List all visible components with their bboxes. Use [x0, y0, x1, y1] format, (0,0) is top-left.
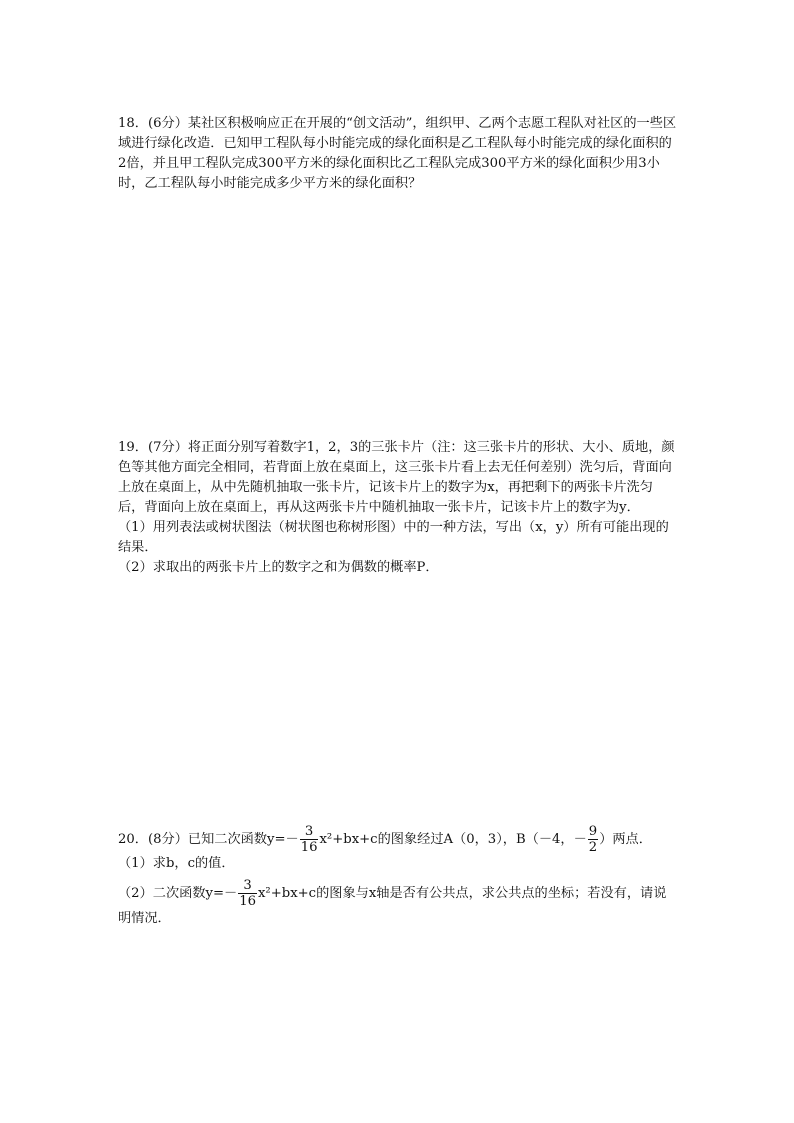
question-19-part-2: （2）求取出的两张卡片上的数字之和为偶数的概率P．	[118, 560, 439, 575]
question-18	[118, 114, 678, 194]
fraction-denominator: 2	[588, 840, 598, 855]
question-19	[118, 438, 678, 578]
question-20-intro-c: ）两点．	[599, 832, 652, 847]
question-20-part-1: （1）求b，c的值．	[118, 856, 235, 871]
question-20-intro	[118, 822, 678, 858]
question-20-intro-b: x²+bx+c的图象经过A（0，3），B（－4，－	[319, 832, 587, 847]
fraction-3-16	[300, 824, 319, 855]
fraction-numerator: 9	[588, 824, 598, 839]
fraction-denominator: 16	[300, 840, 318, 855]
fraction-denominator: 16	[239, 894, 256, 909]
question-20	[118, 822, 678, 929]
fraction-3-16	[238, 878, 257, 909]
question-18-text: 18．(6分）某社区积极响应正在开展的“创文活动”，组织甲、乙两个志愿工程队对社区的一些区域进行绿化改造．已知甲工程队每小时能完成的绿化面积是乙工程队每小时能完成的绿化面积的2倍，并且甲工程队完成300平方米的绿化面积比乙工程队完成300平方米的绿化面积少用3小时，乙工程队每小时能完成多少平方米的绿化面积？	[118, 116, 677, 191]
fraction-numerator: 3	[300, 824, 319, 840]
question-20-part-2-a: （2）二次函数y=－	[118, 886, 238, 901]
question-20-part-2	[118, 878, 678, 929]
question-20-part-2-b: x²+bx+c的图象与x轴是否有公共点，求公共点的坐标；若没有，请说明情况．	[118, 886, 667, 926]
question-20-intro-a: 20．(8分）已知二次函数y=－	[118, 832, 299, 847]
question-19-text: 19．(7分）将正面分别写着数字1，2，3的三张卡片（注：这三张卡片的形状、大小、质地，颜色等其他方面完全相同，若背面上放在桌面上，这三张卡片看上去无任何差别）洗匀后，背面向上放在桌面上，从中先随机抽取一张卡片，记该卡片上的数字为x，再把剩下的两张卡片洗匀后，背面向上放在桌面上，再从这两张卡片中随机抽取一张卡片，记该卡片上的数字为y．	[118, 440, 675, 515]
question-19-part-1: （1）用列表法或树状图法（树状图也称树形图）中的一种方法，写出（x，y）所有可能出现的结果．	[118, 520, 669, 555]
fraction-numerator: 3	[238, 878, 257, 894]
fraction-9-2	[588, 824, 598, 855]
